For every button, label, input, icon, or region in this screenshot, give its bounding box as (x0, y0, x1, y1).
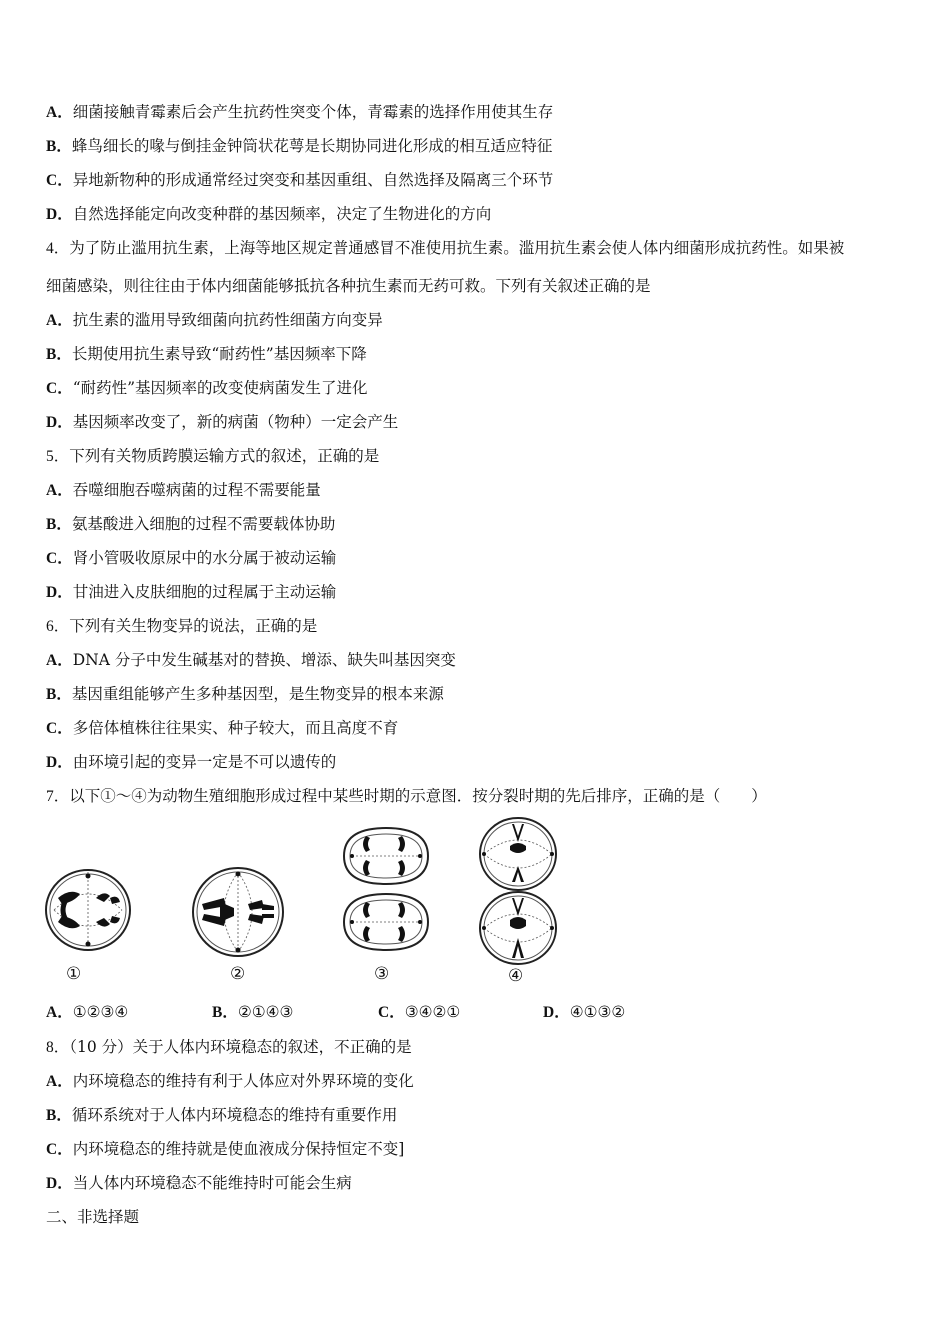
option-text: “耐药性”基因频率的改变使病菌发生了进化 (72, 379, 368, 397)
q4-option-a (46, 310, 383, 331)
figure-label-3: ③ (374, 964, 390, 984)
q6-option-a (46, 650, 456, 671)
option-text: 基因重组能够产生多种基因型，是生物变异的根本来源 (71, 685, 444, 703)
cell-diagram-4 (474, 816, 564, 992)
q4-option-c (46, 378, 368, 399)
option-text: 由环境引起的变异一定是不可以遗传的 (72, 753, 337, 771)
option-letter: C． (46, 720, 73, 737)
question-stem: 下列有关物质跨膜运输方式的叙述，正确的是 (69, 447, 380, 465)
q4-stem (46, 238, 844, 259)
q7-stem (46, 786, 767, 807)
section-heading: 二、非选择题 (46, 1208, 140, 1226)
q3-option-b (46, 136, 552, 157)
cell-diagram-3 (336, 822, 436, 992)
q4-stem-cont (46, 276, 651, 296)
option-text: 甘油进入皮肤细胞的过程属于主动运输 (72, 583, 337, 601)
option-text: ①②③④ (72, 1003, 129, 1021)
q7-option-b (212, 1002, 293, 1023)
option-letter: C． (46, 1141, 73, 1158)
option-text: 抗生素的滥用导致细菌向抗药性细菌方向变异 (72, 311, 383, 329)
option-text: 肾小管吸收原尿中的水分属于被动运输 (72, 549, 337, 567)
q8-option-c (46, 1139, 404, 1160)
q3-option-c (46, 170, 553, 191)
question-stem: 下列有关生物变异的说法，正确的是 (69, 617, 318, 635)
option-text: 内环境稳态的维持就是使血液成分保持恒定不变] (72, 1140, 405, 1158)
question-number: 5． (46, 448, 70, 465)
q6-stem (46, 616, 317, 637)
option-letter: D． (46, 414, 73, 431)
option-letter: D． (46, 754, 73, 771)
option-letter: D． (46, 206, 73, 223)
question-number: 7． (46, 788, 70, 805)
q8-option-d (46, 1173, 352, 1194)
option-letter: A． (46, 312, 73, 329)
question-number: 8． (46, 1039, 70, 1056)
option-letter: D． (46, 584, 73, 601)
option-letter: C． (46, 380, 73, 397)
option-letter: B． (46, 1107, 72, 1124)
option-letter: A． (46, 1073, 73, 1090)
option-text: 当人体内环境稳态不能维持时可能会生病 (72, 1174, 352, 1192)
option-text: 异地新物种的形成通常经过突变和基因重组、自然选择及隔离三个环节 (72, 171, 554, 189)
option-letter: C． (46, 172, 73, 189)
option-text: 细菌接触青霉素后会产生抗药性突变个体，青霉素的选择作用使其生存 (72, 103, 554, 121)
q6-option-d (46, 752, 336, 773)
question-number: 4． (46, 240, 70, 257)
question-number: 6． (46, 618, 70, 635)
cell-diagram-2 (190, 862, 290, 990)
option-text: 多倍体植株往往果实、种子较大，而且高度不育 (72, 719, 399, 737)
option-letter: A． (46, 652, 73, 669)
option-text: DNA 分子中发生碱基对的替换、增添、缺失叫基因突变 (72, 651, 456, 669)
option-letter: D． (543, 1004, 570, 1021)
figure-label-4: ④ (508, 966, 524, 986)
q7-option-a (46, 1002, 128, 1023)
option-letter: C． (378, 1004, 405, 1021)
option-letter: A． (46, 482, 73, 499)
option-text: 基因频率改变了，新的病菌（物种）一定会产生 (72, 413, 399, 431)
question-stem: 以下①～④为动物生殖细胞形成过程中某些时期的示意图．按分裂时期的先后排序，正确的是（ ） (69, 787, 767, 805)
q5-stem (46, 446, 379, 467)
option-text: 自然选择能定向改变种群的基因频率，决定了生物进化的方向 (72, 205, 492, 223)
option-text: 内环境稳态的维持有利于人体应对外界环境的变化 (72, 1072, 414, 1090)
q5-option-a (46, 480, 321, 501)
option-letter: B． (46, 516, 72, 533)
q8-option-b (46, 1105, 397, 1126)
question-stem-cont: 细菌感染，则往往由于体内细菌能够抵抗各种抗生素而无药可救。下列有关叙述正确的是 (46, 277, 651, 295)
q5-option-c (46, 548, 336, 569)
option-text: 吞噬细胞吞噬病菌的过程不需要能量 (72, 481, 321, 499)
option-text: 长期使用抗生素导致“耐药性”基因频率下降 (71, 345, 367, 363)
figure-label-2: ② (230, 964, 246, 984)
option-text: ③④②① (404, 1003, 461, 1021)
option-letter: A． (46, 104, 73, 121)
cell-diagram-1 (44, 858, 134, 990)
question-stem: （10 分）关于人体内环境稳态的叙述，不正确的是 (69, 1038, 412, 1056)
figure-label-1: ① (66, 964, 82, 984)
q7-option-d (543, 1002, 625, 1023)
option-letter: D． (46, 1175, 73, 1192)
option-letter: C． (46, 550, 73, 567)
q6-option-c (46, 718, 398, 739)
q5-option-b (46, 514, 335, 535)
q7-option-c (378, 1002, 460, 1023)
option-letter: B． (46, 346, 72, 363)
option-letter: A． (46, 1004, 73, 1021)
option-text: 循环系统对于人体内环境稳态的维持有重要作用 (71, 1106, 398, 1124)
q3-option-a (46, 102, 553, 123)
q5-option-d (46, 582, 336, 603)
question-stem: 为了防止滥用抗生素，上海等地区规定普通感冒不准使用抗生素。滥用抗生素会使人体内细菌形成抗药性。如果被 (69, 239, 845, 257)
q4-option-d (46, 412, 398, 433)
option-text: ②①④③ (237, 1003, 294, 1021)
option-text: ④①③② (569, 1003, 626, 1021)
option-text: 氨基酸进入细胞的过程不需要载体协助 (71, 515, 336, 533)
q4-option-b (46, 344, 367, 365)
option-letter: B． (46, 138, 72, 155)
option-letter: B． (212, 1004, 238, 1021)
option-letter: B． (46, 686, 72, 703)
q8-stem (46, 1037, 412, 1058)
option-text: 蜂鸟细长的喙与倒挂金钟筒状花萼是长期协同进化形成的相互适应特征 (71, 137, 553, 155)
q8-option-a (46, 1071, 414, 1092)
q6-option-b (46, 684, 444, 705)
q3-option-d (46, 204, 491, 225)
